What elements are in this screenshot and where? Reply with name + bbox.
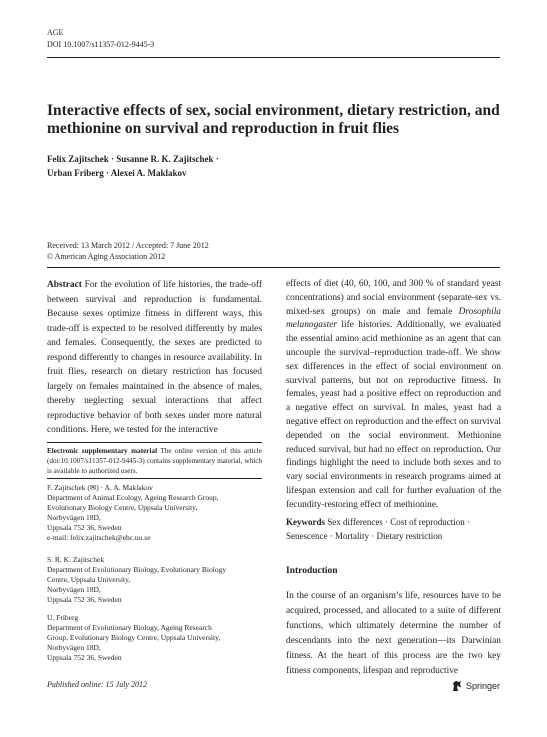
affiliation-line: Norbyvägen 18D, [47, 643, 101, 652]
affiliation-line: Norbyvägen 18D, [47, 513, 101, 522]
keywords-label: Keywords [286, 517, 325, 527]
copyright: © American Aging Association 2012 [47, 252, 166, 261]
affiliation-names: F. Zajitschek (✉) · A. A. Maklakov [47, 483, 153, 492]
keywords-text: Sex differences · Cost of reproduction · Senescence · Mortality · Dietary restriction [286, 517, 471, 541]
affiliation-1 [47, 483, 267, 543]
affiliation-line: Department of Evolutionary Biology, Evolutionary Biology [47, 565, 227, 574]
springer-horse-icon [451, 680, 463, 692]
supplementary-note [47, 446, 262, 476]
author-list [47, 152, 219, 180]
affiliation-line: Department of Animal Ecology, Ageing Research Group, [47, 493, 219, 502]
doi: DOI 10.1007/s11357-012-9445-3 [47, 40, 155, 49]
published-online: Published online: 15 July 2012 [47, 680, 147, 689]
affiliation-3 [47, 613, 267, 663]
authors-line-2: Urban Friberg · Alexei A. Maklakov [47, 168, 187, 178]
affiliation-line: Uppsala 752 36, Sweden [47, 653, 122, 662]
introduction-text: In the course of an organism’s life, resources have to be acquired, processed, and allocated to a suite of different functions, which ultimately determine the number of descendants into the next generation—its Darwinian fitness. At the heart of this process are the two key fitness components, lifespan and reproductive [286, 591, 501, 676]
journal-name: AGE [47, 28, 64, 37]
affiliation-line: Centre, Uppsala University, [47, 575, 131, 584]
esm-text: The online version of this article (doi:10.1007/s11357-012-9445-3) contains supplementary material, which is available to authorized users. [47, 447, 262, 475]
esm-rule [47, 442, 262, 443]
affiliation-2 [47, 555, 267, 605]
article-dates [47, 240, 209, 262]
received-accepted: Received: 13 March 2012 / Accepted: 7 June 2012 [47, 241, 209, 250]
abstract-continued-text-1: effects of diet (40, 60, 100, and 300 % of standard yeast concentrations) and social environment (separate-sex vs. mixed-sex groups) on male and female [286, 279, 501, 317]
header-rule [47, 57, 500, 58]
esm-label: Electronic supplementary material [47, 447, 158, 455]
abstract-text: For the evolution of life histories, the trade-off between survival and reproduction is fundamental. Because sexes optimize fitness in different ways, this trade-off is expected to be resolved differently by males and females. Consequently, the sexes are predicted to respond differently to changes in resource availability. In fruit flies, research on dietary restriction has focused largely on females maintained in the absence of males, thereby neglecting sexual interactions that affect reproductive behavior of both sexes under more natural conditions. Here, we tested for the interactive [47, 280, 262, 435]
affil-rule [47, 478, 262, 479]
affiliation-names: S. R. K. Zajitschek [47, 555, 105, 564]
affiliation-line: Department of Evolutionary Biology, Ageing Research [47, 623, 212, 632]
journal-header [47, 27, 154, 51]
section-heading-introduction: Introduction [286, 566, 338, 576]
article-title: Interactive effects of sex, social environment, dietary restriction, and methionine on survival and reproduction in fruit flies [47, 102, 500, 137]
authors-line-1: Felix Zajitschek · Susanne R. K. Zajitschek · [47, 154, 219, 164]
abstract-continued [286, 278, 501, 513]
dates-rule [47, 267, 500, 268]
abstract [47, 278, 262, 438]
publisher-logo [451, 680, 500, 692]
affiliation-line: Group, Evolutionary Biology Centre, Uppsala University, [47, 633, 221, 642]
affiliation-line: Norbyvägen 18D, [47, 585, 101, 594]
affiliation-line: Uppsala 752 36, Sweden [47, 523, 122, 532]
affiliation-names: U. Friberg [47, 613, 79, 622]
species-name: Drosophila melanogaster [286, 306, 501, 331]
publisher-name: Springer [465, 681, 500, 691]
keywords [286, 516, 501, 543]
affiliation-line: Uppsala 752 36, Sweden [47, 595, 122, 604]
abstract-continued-text-2: life histories. Additionally, we evaluated the essential amino acid methionine as an agent that can uncouple the survival–reproduction trade-off. We show sex differences in the effect of social environment on survival patterns, but not on reproductive fitness. In females, yeast had a positive effect on reproduction and a negative effect on survival. In males, yeast had a negative effect on reproduction and the effect on survival depended on the social environment. Methionine reduced survival, but had no effect on reproduction. Our findings highlight the need to include both sexes and to vary social environments in research programs aimed at lifespan extension and call for further evaluation of the fecundity-restoring effect of methionine. [286, 320, 501, 510]
email-link[interactable]: e-mail: felix.zajitschek@ebc.uu.se [47, 533, 151, 542]
affiliation-line: Evolutionary Biology Centre, Uppsala University, [47, 503, 198, 512]
abstract-label: Abstract [47, 280, 82, 290]
